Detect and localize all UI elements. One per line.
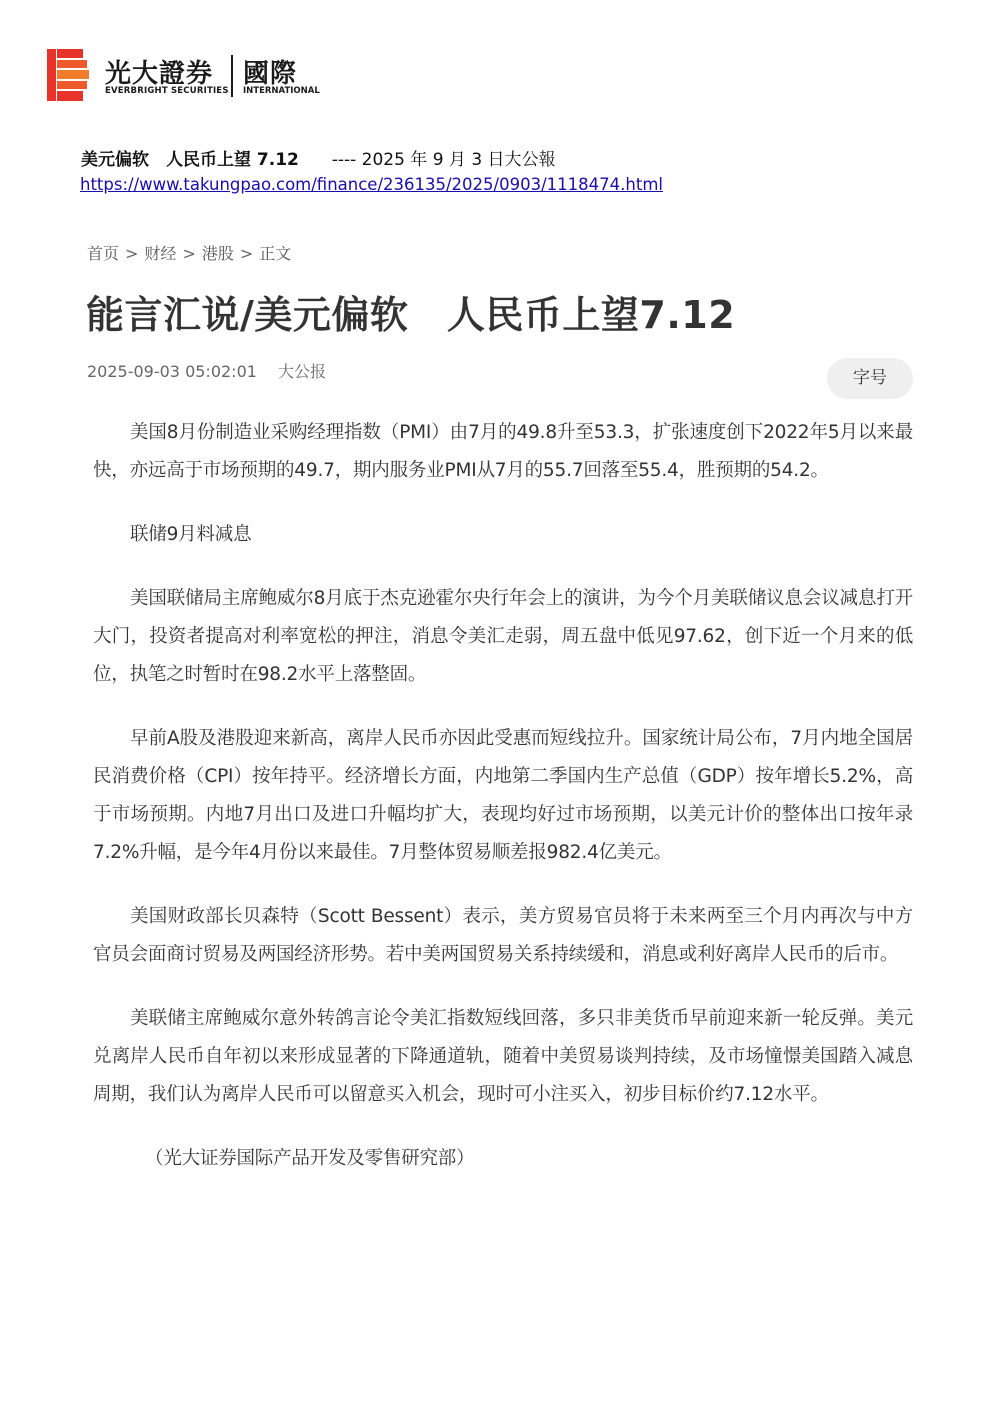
logo-name-cn: 光大證券 (105, 59, 214, 89)
article-body (93, 414, 913, 1204)
article-paragraph: 美国联储局主席鲍威尔8月底于杰克逊霍尔央行年会上的演讲，为今个月美联储议息会议减息打开大门，投资者提高对利率宽松的押注，消息令美汇走弱，周五盘中低见97.62，创下近一个月来的低位，执笔之时暂时在98.2水平上落整固。 (93, 588, 913, 685)
font-size-button[interactable]: 字号 (827, 358, 913, 399)
article-meta (87, 359, 326, 382)
source-suffix: ---- 2025 年 9 月 3 日大公報 (331, 150, 556, 170)
logo-name-en: EVERBRIGHT SECURITIES (105, 86, 229, 96)
breadcrumb-current: 正文 (259, 244, 292, 263)
logo-divider (231, 55, 233, 97)
breadcrumb (87, 241, 291, 264)
article-paragraph: 美国财政部长贝森特（Scott Bessent）表示，美方贸易官员将于未来两至三个月内再次与中方官员会面商讨贸易及两国经济形势。若中美两国贸易关系持续缓和，消息或利好离岸人民币的后市。 (93, 906, 913, 965)
article-headline: 能言汇说/美元偏软 人民币上望7.12 (86, 293, 736, 337)
logo-intl-cn: 國際 (243, 59, 298, 89)
everbright-logo-icon (47, 49, 89, 101)
breadcrumb-separator: > (182, 244, 196, 263)
article-subheading: 联储9月料减息 (130, 524, 252, 545)
source-title: 美元偏软 人民币上望 7.12 (81, 150, 299, 170)
article-paragraph: 早前A股及港股迎来新高，离岸人民币亦因此受惠而短线拉升。国家统计局公布，7月内地全国居民消费价格（CPI）按年持平。经济增长方面，内地第二季国内生产总值（GDP）按年增长5.2%，高于市场预期。内地7月出口及进口升幅均扩大，表现均好过市场预期，以美元计价的整体出口按年录7.2%升幅，是今年4月份以来最佳。7月整体贸易顺差报982.4亿美元。 (93, 728, 913, 863)
source-url-link[interactable]: https://www.takungpao.com/finance/236135/2025/0903/1118474.html (80, 175, 663, 194)
breadcrumb-separator: > (125, 244, 139, 263)
article-author: 大公报 (278, 362, 327, 381)
article-credit: （光大证券国际产品开发及零售研究部） (145, 1148, 475, 1169)
article-datetime: 2025-09-03 05:02:01 (87, 362, 257, 381)
company-logo (47, 49, 337, 101)
article-paragraph: 美联储主席鲍威尔意外转鸽言论令美汇指数短线回落，多只非美货币早前迎来新一轮反弹。美元兑离岸人民币自年初以来形成显著的下降通道轨，随着中美贸易谈判持续，及市场憧憬美国踏入减息周期，我们认为离岸人民币可以留意买入机会，现时可小注买入，初步目标价约7.12水平。 (93, 1008, 913, 1105)
breadcrumb-finance[interactable]: 财经 (144, 244, 177, 263)
article-paragraph: 美国8月份制造业采购经理指数（PMI）由7月的49.8升至53.3，扩张速度创下2022年5月以来最快，亦远高于市场预期的49.7，期内服务业PMI从7月的55.7回落至55.4，胜预期的54.2。 (93, 422, 913, 481)
logo-intl-en: INTERNATIONAL (243, 86, 320, 96)
breadcrumb-home[interactable]: 首页 (87, 244, 120, 263)
source-line (81, 145, 556, 170)
breadcrumb-separator: > (239, 244, 254, 263)
breadcrumb-hk-stocks[interactable]: 港股 (201, 244, 234, 263)
